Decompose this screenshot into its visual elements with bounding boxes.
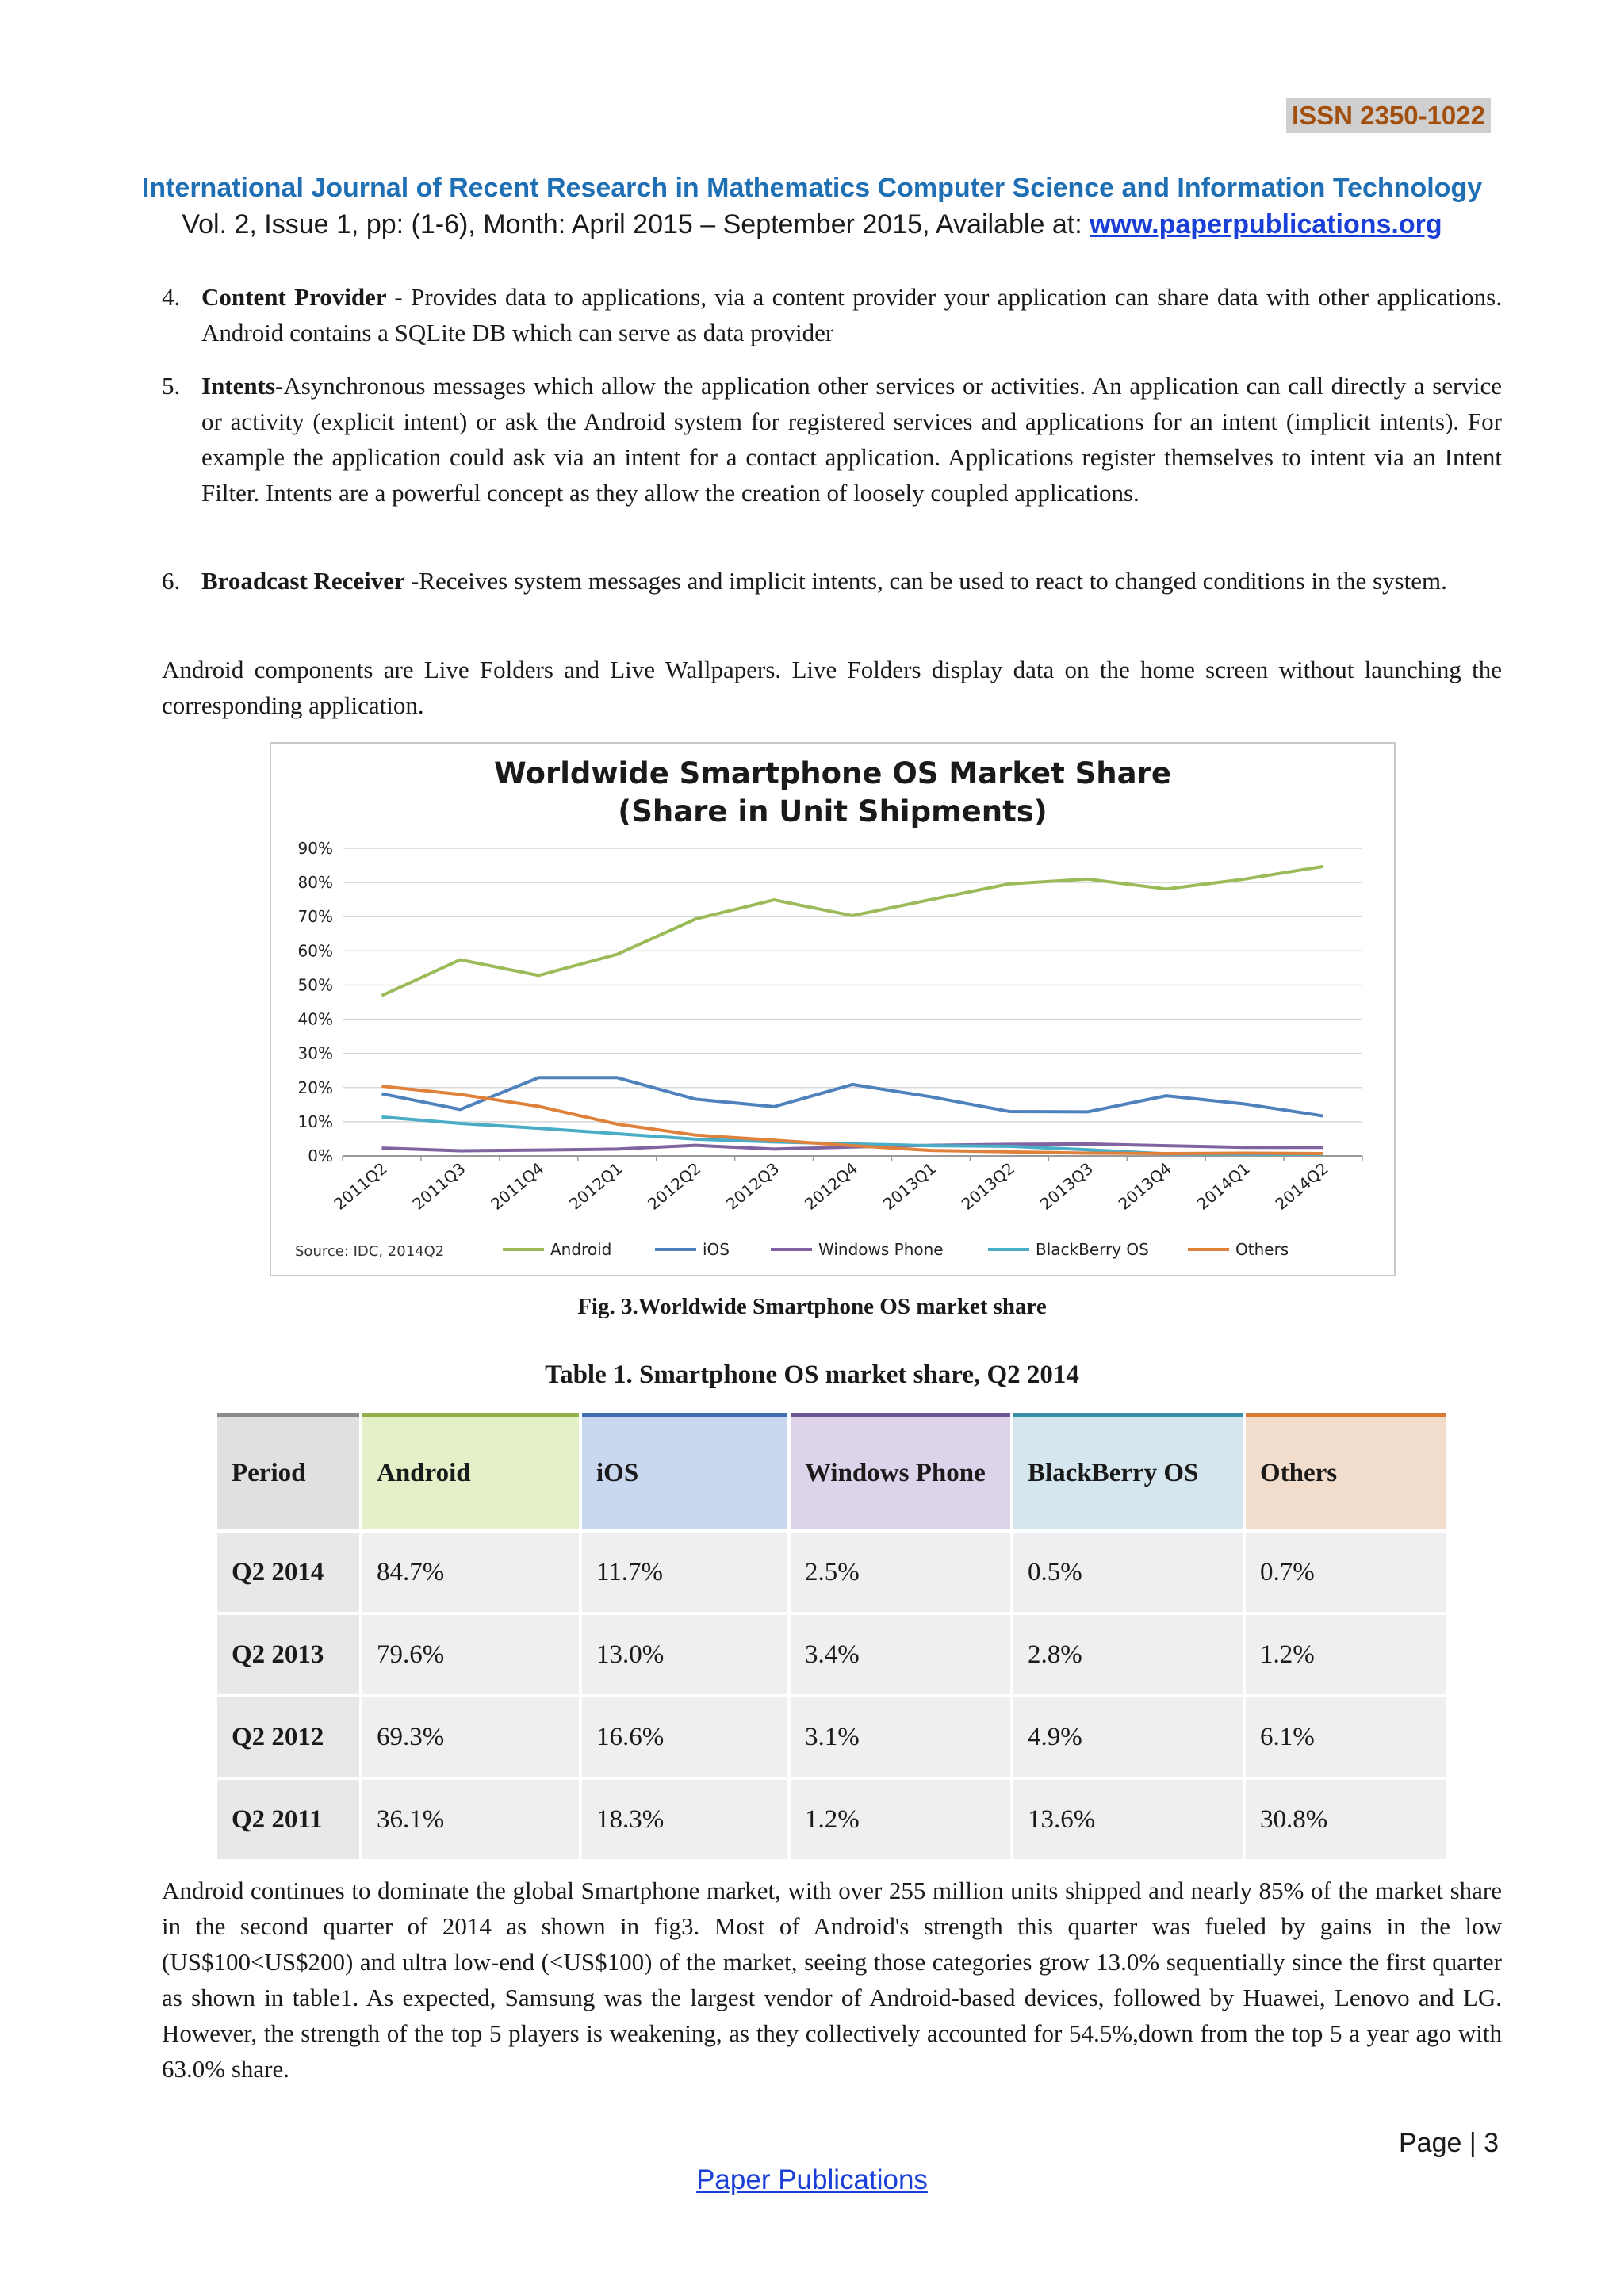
market-share-chart	[270, 742, 1396, 1276]
table-cell: 13.6%	[1013, 1777, 1243, 1859]
row-period-cell: Q2 2014	[217, 1529, 359, 1612]
table-cell: 4.9%	[1013, 1694, 1243, 1777]
y-tick-label: 40%	[297, 1009, 333, 1029]
list-text: Asynchronous messages which allow the application other services or activities. An application can call directly a service or activity (explicit intent) or ask the Android system for registered services and applications for an intent (implicit intents). For example the application could ask via an intent for a contact application. Applications register themselves to intent via an Intent Filter. Intents are a powerful concept as they allow the creation of loosely coupled applications.	[201, 372, 1502, 507]
table-row	[217, 1529, 1446, 1612]
table-cell: 1.2%	[1246, 1612, 1446, 1694]
table-cell: 18.3%	[582, 1777, 787, 1859]
header-windows-phone: Windows Phone	[791, 1413, 1010, 1529]
table-cell: 6.1%	[1246, 1694, 1446, 1777]
row-period-cell: Q2 2011	[217, 1777, 359, 1859]
table-cell: 0.7%	[1246, 1529, 1446, 1612]
header-ios: iOS	[582, 1413, 787, 1529]
x-tick-label: 2012Q1	[565, 1158, 626, 1214]
table-cell: 16.6%	[582, 1694, 787, 1777]
chart-source: Source: IDC, 2014Q2	[295, 1243, 445, 1260]
table-cell: 84.7%	[362, 1529, 579, 1612]
series-line-android	[381, 867, 1323, 996]
table-cell: 11.7%	[582, 1529, 787, 1612]
table-row	[217, 1612, 1446, 1694]
y-tick-label: 90%	[297, 839, 333, 858]
y-tick-label: 80%	[297, 873, 333, 893]
row-period-cell: Q2 2012	[217, 1694, 359, 1777]
paragraph-analysis: Android continues to dominate the global Smartphone market, with over 255 million units shipped and nearly 85% of the market share in the second quarter of 2014 as shown in fig3. Most of Android's strength this quarter was fueled by gains in the low (US$100<US$200) and ultra low-end (<US$100) of the market, seeing those categories grow 13.0% sequentially since the first quarter as shown in table1. As expected, Samsung was the largest vendor of Android-based devices, followed by Huawei, Lenovo and LG. However, the strength of the top 5 players is weakening, as they collectively accounted for 54.5%,down from the top 5 a year ago with 63.0% share.	[162, 1877, 1502, 2083]
list-number: 4.	[162, 283, 181, 311]
table-cell: 30.8%	[1246, 1777, 1446, 1859]
issn-badge: ISSN 2350-1022	[1286, 98, 1491, 133]
y-tick-label: 50%	[297, 975, 333, 995]
table-cell: 3.4%	[791, 1612, 1010, 1694]
x-tick-label: 2014Q1	[1193, 1158, 1254, 1214]
list-item	[162, 368, 1502, 511]
list-term: Intents-	[201, 372, 284, 400]
y-tick-label: 0%	[308, 1146, 333, 1165]
list-term: Content Provider -	[201, 283, 403, 311]
y-tick-label: 30%	[297, 1043, 333, 1063]
x-tick-label: 2013Q1	[879, 1158, 940, 1214]
figure-caption: Fig. 3.Worldwide Smartphone OS market share	[577, 1294, 1047, 1319]
chart-title: Worldwide Smartphone OS Market Share	[494, 756, 1171, 790]
x-tick-label: 2011Q2	[330, 1158, 391, 1214]
list-item	[162, 279, 1502, 350]
publisher-link[interactable]: Paper Publications	[696, 2164, 928, 2195]
legend-label: BlackBerry OS	[1036, 1240, 1149, 1259]
journal-volume-line	[0, 209, 1624, 240]
table-cell: 69.3%	[362, 1694, 579, 1777]
list-term: Broadcast Receiver -	[201, 567, 419, 595]
paragraph-components: Android components are Live Folders and Live Wallpapers. Live Folders display data on the home screen without launching the corresponding application.	[162, 656, 1502, 719]
x-tick-label: 2011Q4	[487, 1158, 548, 1214]
x-tick-label: 2011Q3	[408, 1158, 469, 1214]
header-others: Others	[1246, 1413, 1446, 1529]
table-caption: Table 1. Smartphone OS market share, Q2 2014	[545, 1360, 1079, 1389]
page-number: Page | 3	[1399, 2128, 1500, 2158]
legend-label: Others	[1235, 1240, 1289, 1259]
table-header-row	[217, 1413, 1446, 1529]
list-number: 5.	[162, 372, 181, 400]
series-line-blackberry-os	[381, 1117, 1323, 1154]
table-cell: 79.6%	[362, 1612, 579, 1694]
y-tick-label: 60%	[297, 941, 333, 961]
legend-label: iOS	[703, 1240, 730, 1259]
row-period-cell: Q2 2013	[217, 1612, 359, 1694]
legend-label: Android	[550, 1240, 612, 1259]
list-text: Provides data to applications, via a content provider your application can share data with other applications. Android contains a SQLite DB which can serve as data provider	[201, 283, 1503, 346]
x-tick-label: 2012Q3	[722, 1158, 783, 1214]
chart-svg	[271, 744, 1394, 1275]
x-tick-label: 2013Q4	[1114, 1158, 1175, 1214]
header-blackberry: BlackBerry OS	[1013, 1413, 1243, 1529]
table-cell: 1.2%	[791, 1777, 1010, 1859]
header-period: Period	[217, 1413, 359, 1529]
header-android: Android	[362, 1413, 579, 1529]
list-text: Receives system messages and implicit intents, can be used to react to changed conditions in the system.	[419, 567, 1447, 595]
x-tick-label: 2014Q2	[1271, 1158, 1332, 1214]
legend-label: Windows Phone	[818, 1240, 944, 1259]
table-cell: 0.5%	[1013, 1529, 1243, 1612]
table-cell: 3.1%	[791, 1694, 1010, 1777]
volume-text: Vol. 2, Issue 1, pp: (1-6), Month: April 2015 – September 2015, Available at:	[182, 209, 1090, 239]
table-cell: 36.1%	[362, 1777, 579, 1859]
chart-subtitle: (Share in Unit Shipments)	[618, 794, 1048, 828]
x-tick-label: 2012Q4	[800, 1158, 862, 1214]
journal-title: International Journal of Recent Research in Mathematics Computer Science and Information Technology	[141, 173, 1483, 203]
x-tick-label: 2013Q3	[1036, 1158, 1097, 1214]
y-tick-label: 10%	[297, 1112, 333, 1131]
x-tick-label: 2013Q2	[957, 1158, 1019, 1214]
os-share-table	[214, 1413, 1450, 1859]
website-link[interactable]: www.paperpublications.org	[1090, 209, 1442, 239]
table-cell: 2.8%	[1013, 1612, 1243, 1694]
y-tick-label: 20%	[297, 1077, 333, 1097]
y-tick-label: 70%	[297, 907, 333, 927]
series-line-ios	[381, 1077, 1323, 1115]
table-row	[217, 1777, 1446, 1859]
table-cell: 13.0%	[582, 1612, 787, 1694]
list-item	[162, 563, 1502, 599]
list-number: 6.	[162, 567, 181, 595]
table-cell: 2.5%	[791, 1529, 1010, 1612]
table-row	[217, 1694, 1446, 1777]
x-tick-label: 2012Q2	[644, 1158, 705, 1214]
